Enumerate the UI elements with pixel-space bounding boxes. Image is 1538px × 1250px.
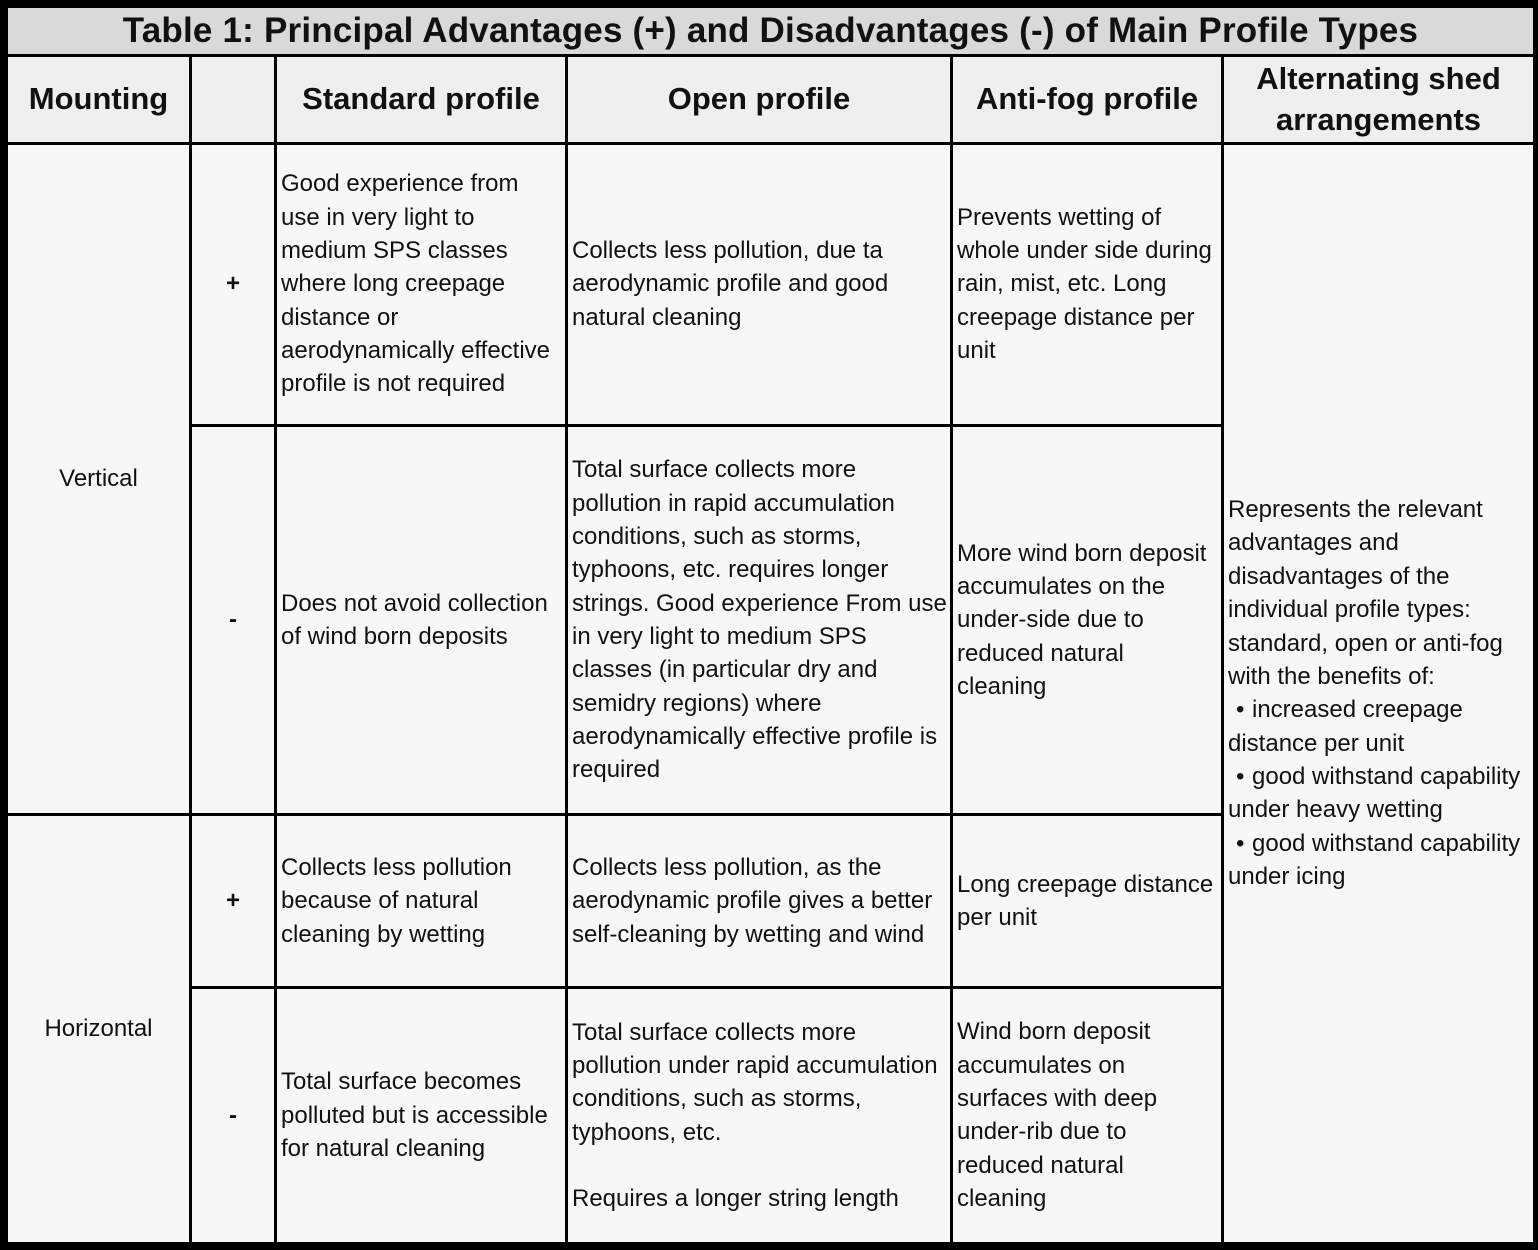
paragraph-gap <box>572 1149 948 1182</box>
table-row <box>7 143 1535 425</box>
header-open-profile: Open profile <box>567 56 952 143</box>
horizontal-plus-open: Collects less pollution, as the aerodynamic profile gives a better self-cleaning by wetting and wind <box>567 815 952 988</box>
vertical-plus-standard: Good experience from use in very light to medium SPS classes where long creepage distance or aerodynamically effective profile is not required <box>276 143 567 425</box>
sign-minus: - <box>191 425 276 815</box>
benefit-item: • good withstand capability under icing <box>1228 827 1529 894</box>
alternating-shed-cell <box>1223 143 1535 1243</box>
header-mounting: Mounting <box>7 56 191 143</box>
horizontal-plus-standard: Collects less pollution because of natural cleaning by wetting <box>276 815 567 988</box>
table-title: Table 1: Principal Advantages (+) and Disadvantages (-) of Main Profile Types <box>7 7 1535 56</box>
horizontal-minus-open-text-2: Requires a longer string length <box>572 1184 899 1212</box>
header-antifog-profile: Anti-fog profile <box>952 56 1223 143</box>
header-alternating-shed: Alternating shed arrangements <box>1223 56 1535 143</box>
benefit-item: • good withstand capability under heavy wetting <box>1228 760 1529 827</box>
horizontal-minus-open-text: Total surface collects more pollution under rapid accumulation conditions, such as storms, typhoons, etc. <box>572 1018 938 1146</box>
horizontal-plus-antifog: Long creepage distance per unit <box>952 815 1223 988</box>
header-standard-profile: Standard profile <box>276 56 567 143</box>
benefit-list <box>1228 693 1529 893</box>
profile-types-table <box>5 5 1536 1245</box>
mounting-horizontal: Horizontal <box>7 815 191 1244</box>
vertical-minus-open: Total surface collects more pollution in rapid accumulation conditions, such as storms, typhoons, etc. requires longer strings. Good experience From use in very light to medium SPS classes (in particular dry and semidry regions) where aerodynamically effective profile is required <box>567 425 952 815</box>
alternating-intro: Represents the relevant advantages and disadvantages of the individual profile types: standard, open or anti-fog with the benefits of: <box>1228 496 1503 690</box>
vertical-plus-open: Collects less pollution, due ta aerodynamic profile and good natural cleaning <box>567 143 952 425</box>
horizontal-minus-standard: Total surface becomes polluted but is accessible for natural cleaning <box>276 987 567 1243</box>
vertical-minus-antifog: More wind born deposit accumulates on the under-side due to reduced natural cleaning <box>952 425 1223 815</box>
benefit-item: • increased creepage distance per unit <box>1228 693 1529 760</box>
mounting-vertical: Vertical <box>7 143 191 815</box>
horizontal-minus-antifog: Wind born deposit accumulates on surfaces with deep under-rib due to reduced natural cleaning <box>952 987 1223 1243</box>
header-sign <box>191 56 276 143</box>
sign-minus: - <box>191 987 276 1243</box>
vertical-minus-standard: Does not avoid collection of wind born deposits <box>276 425 567 815</box>
sign-plus: + <box>191 815 276 988</box>
vertical-plus-antifog: Prevents wetting of whole under side during rain, mist, etc. Long creepage distance per unit <box>952 143 1223 425</box>
horizontal-minus-open <box>567 987 952 1243</box>
sign-plus: + <box>191 143 276 425</box>
